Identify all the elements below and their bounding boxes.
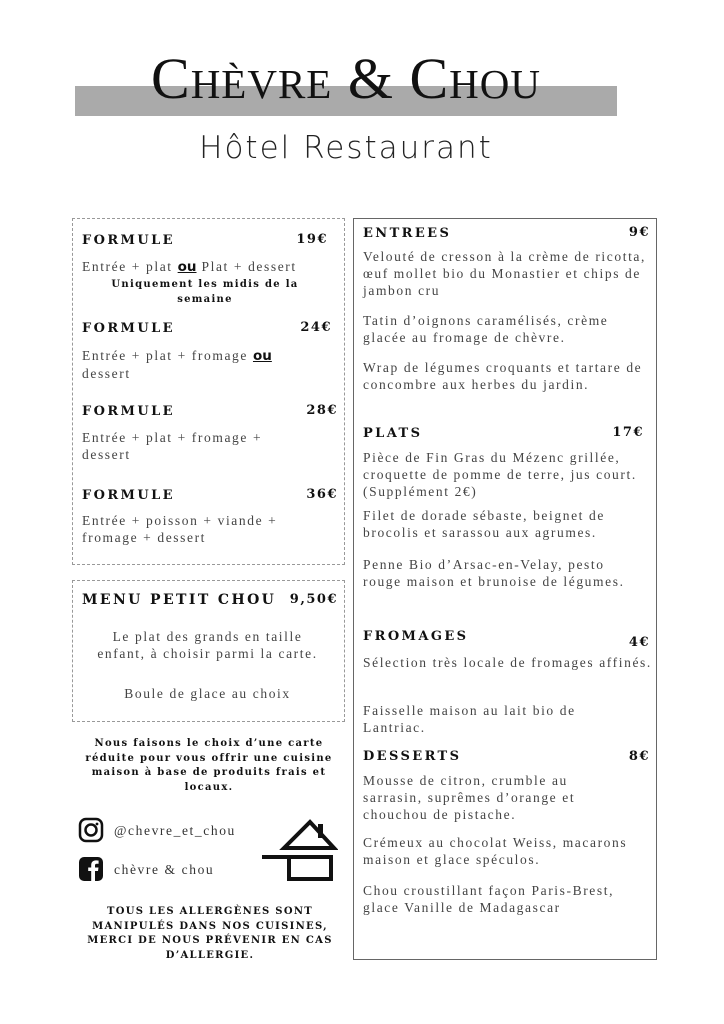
- formule-desc: Entrée + plat + fromage + dessert: [82, 430, 263, 462]
- formule-label: FORMULE: [82, 488, 175, 503]
- formule-desc: [82, 258, 340, 276]
- section-title-fromages: FROMAGES: [363, 629, 469, 644]
- or-word: ou: [177, 259, 197, 275]
- dish: Mousse de citron, crumble au sarrasin, suprêmes d’orange et chouchou de pistache.: [363, 773, 576, 822]
- formule-price: 19€: [296, 232, 328, 247]
- dish: Crémeux au chocolat Weiss, macarons maison et glace spéculos.: [363, 835, 628, 867]
- section-title-plats: PLATS: [363, 426, 423, 441]
- formule-label: FORMULE: [82, 321, 175, 336]
- petit-chou-item: Boule de glace au choix: [124, 686, 291, 701]
- restaurant-name: Chèvre & Chou: [151, 46, 541, 111]
- dish: Velouté de cresson à la crème de ricotta, œuf mollet bio du Monastier et chips de jambon cru: [363, 249, 646, 298]
- dish: Chou croustillant façon Paris-Brest, glace Vanille de Madagascar: [363, 883, 615, 915]
- formule-desc: [82, 347, 317, 382]
- section-price: 8€: [628, 749, 650, 764]
- dish: Faisselle maison au lait bio de Lantriac.: [363, 703, 576, 735]
- formule-desc: Entrée + poisson + viande + fromage + dessert: [82, 513, 278, 545]
- desc-part: Plat + dessert: [201, 259, 297, 274]
- dish: Sélection très locale de fromages affinés.: [363, 655, 652, 670]
- instagram-handle[interactable]: @chevre_et_chou: [114, 823, 236, 838]
- petit-chou-label: MENU PETIT CHOU: [82, 592, 277, 608]
- formule-note: Uniquement les midis de la semaine: [111, 279, 299, 305]
- dish: Pièce de Fin Gras du Mézenc grillée, croquette de pomme de terre, jus court. (Supplément 2€): [363, 450, 637, 499]
- desc-part: Entrée + plat + fromage: [82, 348, 248, 363]
- dish: Penne Bio d’Arsac-en-Velay, pesto rouge maison et brunoise de légumes.: [363, 557, 625, 589]
- or-word: ou: [252, 348, 272, 364]
- section-price: 4€: [628, 635, 650, 650]
- section-price: 17€: [612, 425, 644, 440]
- info-note: Nous faisons le choix d’une carte réduite pour vous offrir une cuisine maison à base de produits frais et locaux.: [85, 738, 333, 793]
- petit-chou-item: Le plat des grands en taille enfant, à choisir parmi la carte.: [97, 629, 318, 661]
- formule-label: FORMULE: [82, 233, 175, 248]
- section-price: 9€: [628, 225, 650, 240]
- formule-price: 28€: [306, 403, 338, 418]
- petit-chou-price: 9,50€: [289, 592, 338, 607]
- dish: Tatin d’oignons caramélisés, crème glacée au fromage de chèvre.: [363, 313, 609, 345]
- formule-price: 24€: [300, 320, 332, 335]
- section-title-desserts: DESSERTS: [363, 749, 462, 764]
- desc-part: dessert: [82, 366, 131, 381]
- facebook-name[interactable]: chèvre & chou: [114, 862, 215, 877]
- dish: Filet de dorade sébaste, beignet de brocolis et sarassou aux agrumes.: [363, 508, 605, 540]
- instagram-icon[interactable]: [78, 817, 104, 843]
- subtitle: Hôtel Restaurant: [199, 130, 493, 166]
- dish: Wrap de légumes croquants et tartare de concombre aux herbes du jardin.: [363, 360, 643, 392]
- formule-label: FORMULE: [82, 404, 175, 419]
- facebook-icon[interactable]: [78, 856, 104, 882]
- formule-price: 36€: [306, 487, 338, 502]
- house-icon: [262, 818, 338, 882]
- desc-part: Entrée + plat: [82, 259, 173, 274]
- allergy-notice: TOUS LES ALLERGÈNES SONT MANIPULÉS DANS NOS CUISINES, MERCI DE NOUS PRÉVENIR EN CAS D’ALLERGIE.: [87, 906, 333, 961]
- section-title-entrees: ENTREES: [363, 226, 452, 241]
